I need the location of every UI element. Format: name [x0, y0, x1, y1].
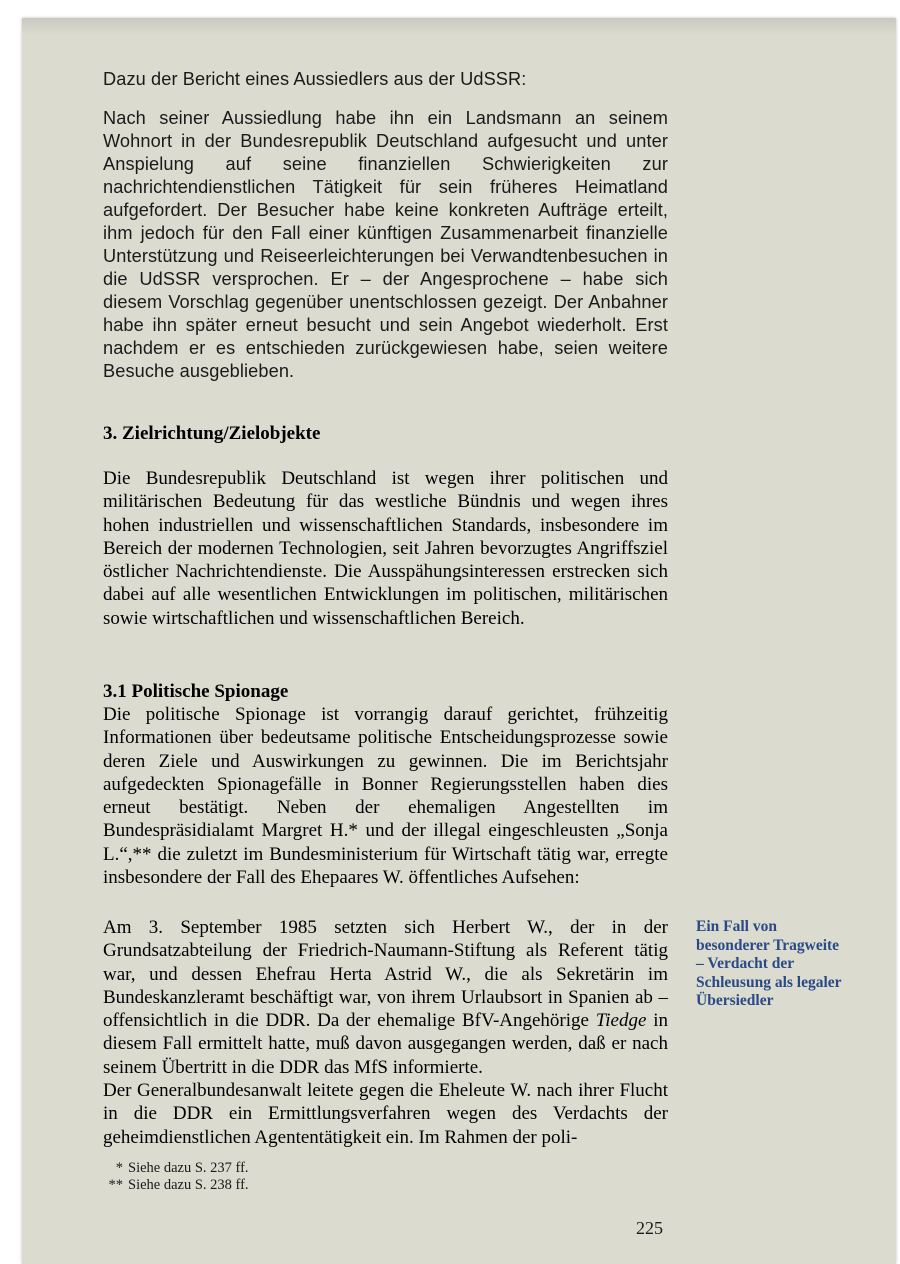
- case-text-1: Am 3. September 1985 setzten sich Herbert W., der in der Grundsatzabteilung der Friedrich-Naumann-Stiftung als Referent tätig war, und dessen Ehefrau Herta Astrid W., die als Sekretärin im Bundeskanzleramt beschäftigt war, von ihrem Urlaubsort in Spanien ab – offensichtlich in die DDR. Da der ehemalige BfV-Angehörige: [103, 917, 668, 1032]
- main-text-column: [103, 68, 668, 383]
- case-text-2: in diesem Fall ermittelt hatte, muß davon ausgegangen werden, daß er nach seinem Übertritt in die DDR das MfS informierte.: [103, 1010, 668, 1078]
- footnote-mark: **: [108, 1177, 123, 1193]
- margin-note: Ein Fall von besonderer Tragweite – Verdacht der Schleusung als legaler Übersiedler: [696, 918, 842, 1009]
- footnote-1: [103, 1160, 249, 1177]
- aussiedler-report: Nach seiner Aussiedlung habe ihn ein Landsmann an seinem Wohnort in der Bundesrepublik Deutschland aufgesucht und unter Anspielung auf seine finanziellen Schwierigkeiten zur nachrichtendienstlichen Tätigkeit für sein früheres Heimatland aufgefordert. Der Besucher habe keine konkreten Aufträge erteilt, ihm jedoch für den Fall einer künftigen Zusammenarbeit finanzielle Unterstützung und Reiseerleichterungen bei Verwandtenbesuchen in die UdSSR versprochen. Er – der Angesprochene – habe sich diesem Vorschlag gegenüber unentschlossen gezeigt. Der Anbahner habe ihn später erneut besucht und sein Angebot wiederholt. Erst nachdem er es entschieden zurückgewiesen habe, seien weitere Besuche ausgeblieben.: [103, 108, 668, 381]
- case-body: [103, 916, 668, 1149]
- section-3-1-paragraph: Die politische Spionage ist vorrangig darauf gerichtet, frühzeitig Informationen über bedeutsame politische Entscheidungsprozesse sowie deren Ziele und Auswirkungen zu gewinnen. Die im Berichtsjahr aufgedeckten Spionagefälle in Bonner Regierungsstellen haben dies erneut bestätigt. Neben der ehemaligen Angestellten im Bundespräsidialamt Margret H.* und der illegal eingeschleusten „Sonja L.“,** die zuletzt im Bundesministerium für Wirtschaft tätig war, erregte insbesondere der Fall des Ehepaares W. öffentliches Aufsehen:: [103, 704, 668, 889]
- section-3-heading: 3. Zielrichtung/Zielobjekte: [103, 423, 321, 444]
- case-paragraph: [103, 916, 668, 1079]
- page-number: 225: [636, 1218, 663, 1238]
- footnote-text: Siehe dazu S. 238 ff.: [128, 1177, 249, 1193]
- case-continuation: Der Generalbundesanwalt leitete gegen die Eheleute W. nach ihrer Flucht in die DDR ein Ermittlungsverfahren wegen des Verdachts der geheimdienstlichen Agententätigkeit ein. Im Rahmen der poli-: [103, 1080, 668, 1148]
- case-text-italic: Tiedge: [595, 1010, 647, 1032]
- footnote-2: [103, 1177, 249, 1194]
- section-3-body: [103, 467, 668, 630]
- footnote-text: Siehe dazu S. 237 ff.: [128, 1160, 249, 1176]
- section-3-paragraph: Die Bundesrepublik Deutschland ist wegen ihrer politischen und militärischen Bedeutung für das westliche Bündnis und wegen ihres hohen industriellen und wissenschaftlichen Standards, insbesondere im Bereich der modernen Technologien, seit Jahren bevorzugtes Angriffsziel östlicher Nachrichtendienste. Die Ausspähungsinteressen erstrecken sich dabei auf alle wesentlichen Entwicklungen im politischen, militärischen sowie wirtschaftlichen und wissenschaftlichen Bereich.: [103, 468, 668, 629]
- section-3-1-heading: 3.1 Politische Spionage: [103, 681, 289, 702]
- footnote-mark: *: [115, 1160, 123, 1176]
- footnotes: [103, 1160, 249, 1194]
- intro-line: Dazu der Bericht eines Aussiedlers aus der UdSSR:: [103, 69, 527, 89]
- section-3-1-body: [103, 703, 668, 889]
